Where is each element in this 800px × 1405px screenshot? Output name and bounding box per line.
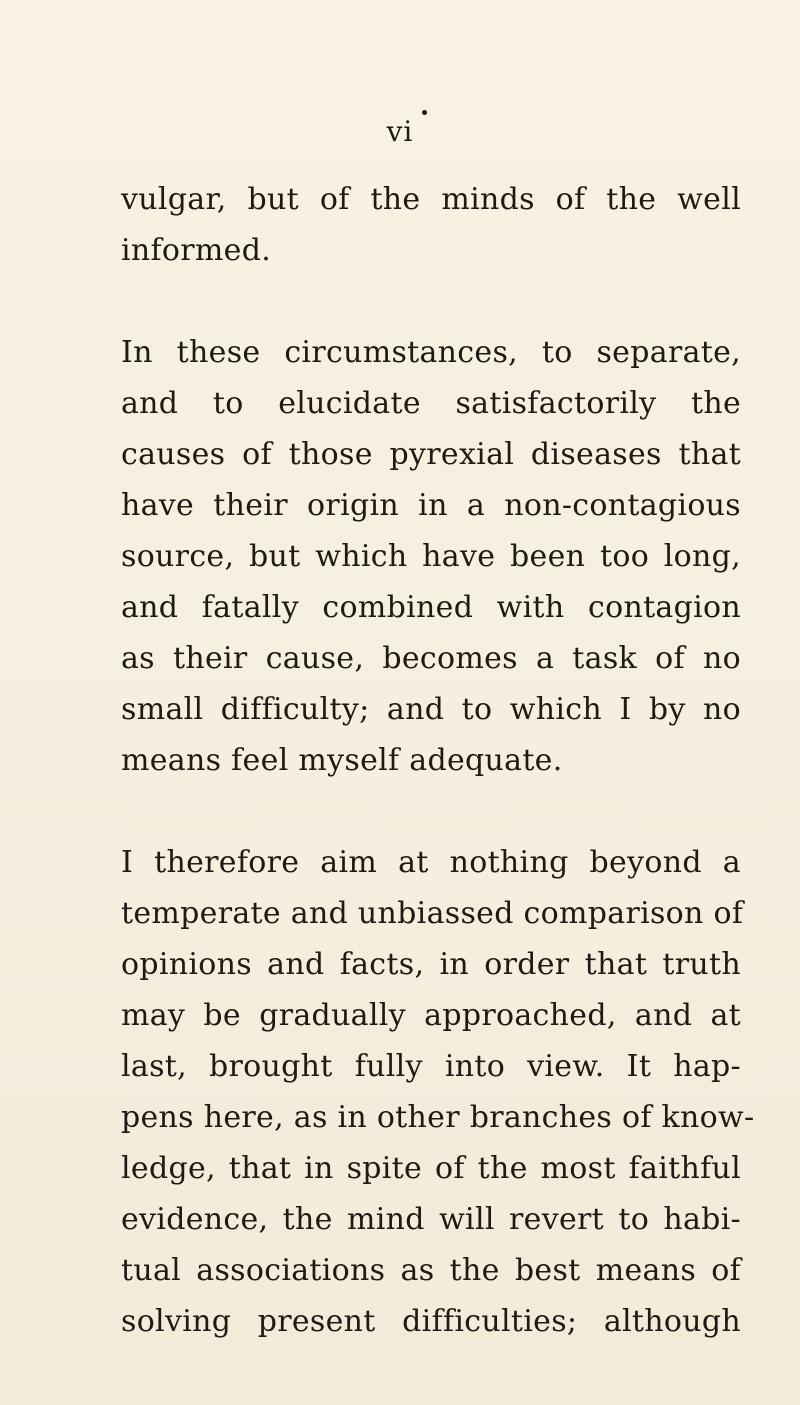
- paragraph-2: [121, 327, 741, 786]
- text-line: solving present difficulties; although: [121, 1304, 741, 1339]
- text-line: I therefore aim at nothing beyond a: [121, 845, 741, 880]
- page-number: vi: [386, 115, 414, 148]
- text-line: source, but which have been too long,: [121, 539, 741, 574]
- text-line: In these circumstances, to separate,: [121, 335, 741, 370]
- paragraph-1: [121, 174, 741, 276]
- text-line: and to elucidate satisfactorily the: [121, 386, 741, 421]
- text-line: temperate and unbiassed comparison of: [121, 896, 744, 931]
- body-text: [121, 174, 755, 1347]
- text-line: may be gradually approached, and at: [121, 998, 741, 1033]
- text-line: vulgar, but of the minds of the well: [121, 182, 741, 217]
- text-line: causes of those pyrexial diseases that: [121, 437, 741, 472]
- text-line: means feel myself adequate.: [121, 743, 563, 778]
- text-line: evidence, the mind will revert to habi-: [121, 1202, 741, 1237]
- text-line: tual associations as the best means of: [121, 1253, 741, 1288]
- text-line: as their cause, becomes a task of no: [121, 641, 741, 676]
- text-line: small difficulty; and to which I by no: [121, 692, 741, 727]
- paragraph-spacer: [121, 276, 741, 327]
- text-line: ledge, that in spite of the most faithful: [121, 1151, 741, 1186]
- paragraph-spacer: [121, 786, 741, 837]
- text-line: have their origin in a non-contagious: [121, 488, 741, 523]
- text-line: last, brought fully into view. It hap-: [121, 1049, 741, 1084]
- text-line: opinions and facts, in order that truth: [121, 947, 741, 982]
- text-line: pens here, as in other branches of know-: [121, 1100, 755, 1135]
- text-line: and fatally combined with contagion: [121, 590, 741, 625]
- folio-ornament: [422, 110, 427, 115]
- text-line: informed.: [121, 233, 272, 268]
- paragraph-3: [121, 837, 755, 1347]
